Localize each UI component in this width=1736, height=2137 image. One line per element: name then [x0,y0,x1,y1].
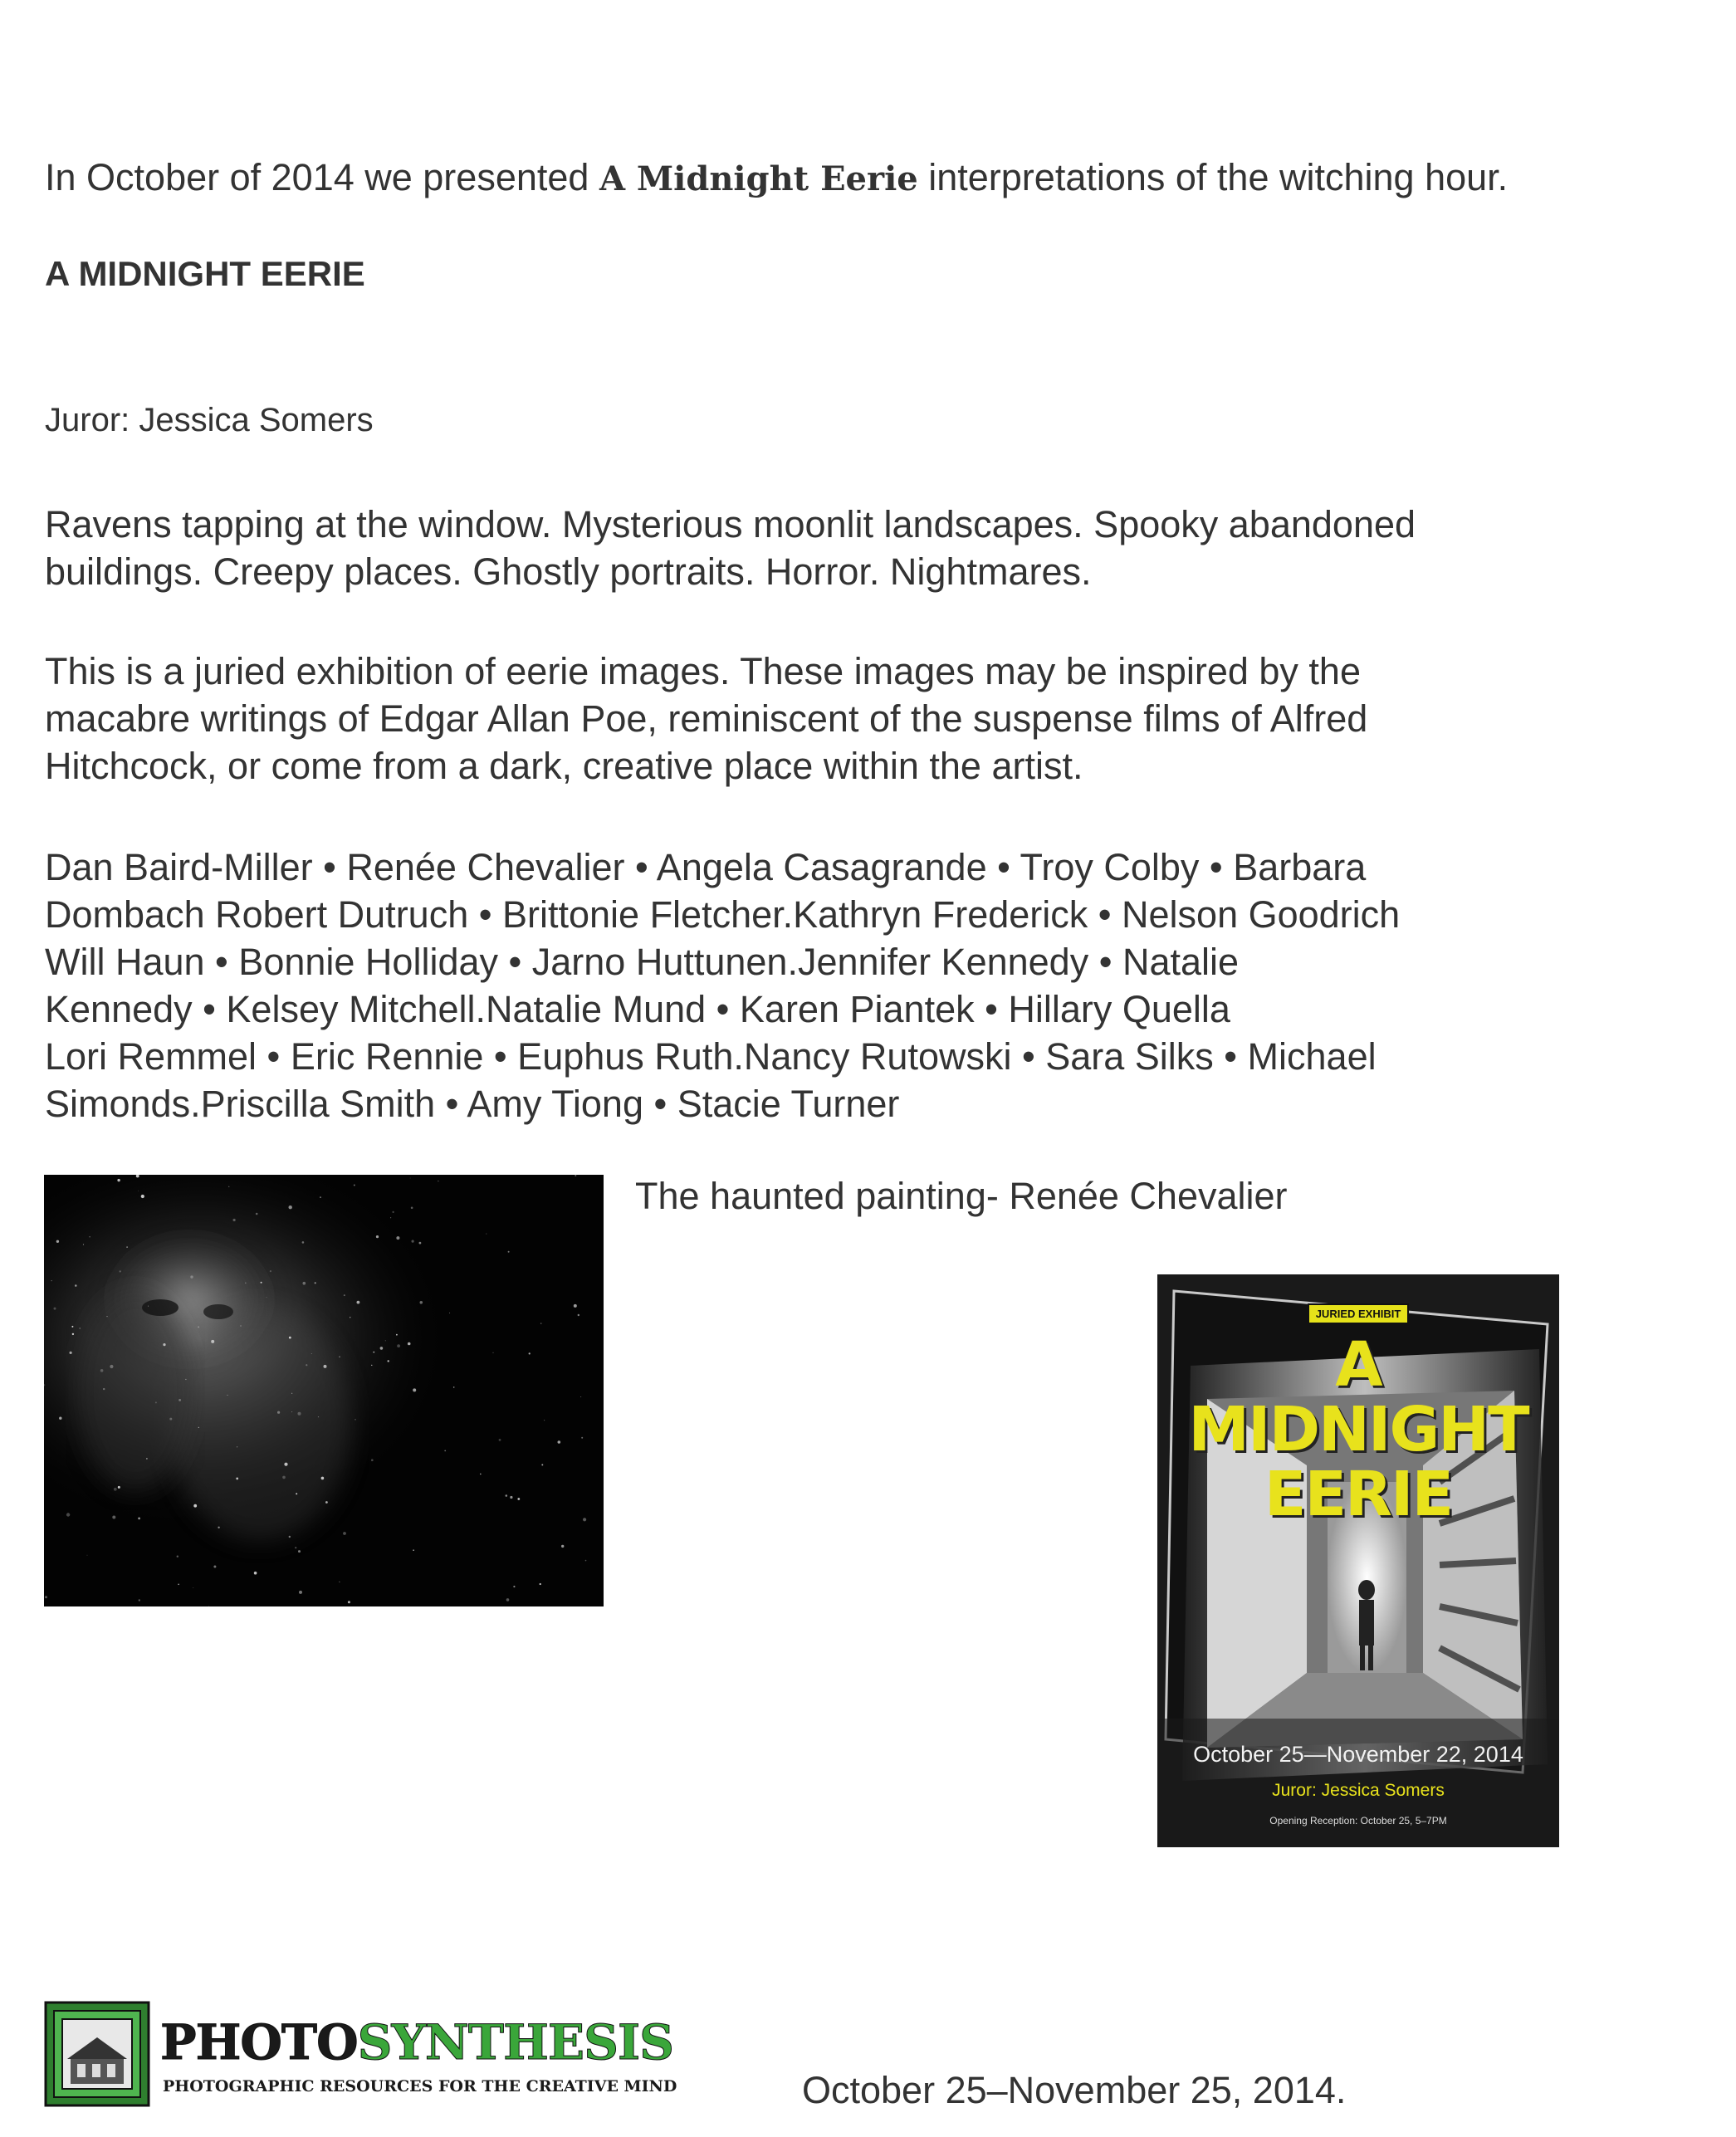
poster-juror: Juror: Jessica Somers [1272,1781,1445,1800]
painting-speck [126,1246,128,1248]
painting-speck [241,1326,242,1327]
painting-speck [83,1244,84,1245]
painting-speck [320,1196,321,1198]
painting-speck [410,1178,411,1179]
painting-speck [510,1496,512,1499]
painting-speck [325,1501,328,1504]
painting-speck [79,1328,81,1329]
painting-speck [282,1476,286,1479]
painting-speck [169,1418,172,1421]
painting-speck [419,1242,422,1245]
painting-speck [110,1365,113,1368]
exhibit-heading: A MIDNIGHT EERIE [45,254,365,293]
painting-speck [396,1236,399,1240]
painting-speck [198,1427,199,1428]
painting-speck [529,1352,531,1354]
painting-caption: The haunted painting- Renée Chevalier [635,1175,1288,1217]
painting-speck [254,1572,257,1575]
painting-speck [289,1337,291,1339]
artist-list-line: Lori Remmel • Eric Rennie • Euphus Ruth.Nancy Rutowski • Sara Silks • Michael [45,1035,1377,1078]
poster-title [1157,1329,1559,1530]
painting-speck [390,1217,391,1218]
painting-speck [138,1518,140,1520]
painting-speck [211,1340,214,1343]
painting-speck [59,1417,61,1420]
painting-speck [54,1308,56,1310]
painting-speck [139,1599,140,1601]
painting-speck [51,1280,52,1281]
poster-title-line-2: EERIE [1264,1459,1453,1530]
painting-speck [541,1464,543,1465]
painting-speck [371,1459,374,1461]
painting-speck [256,1213,258,1215]
painting-speck [261,1282,262,1284]
painting-speck [413,1388,416,1391]
description-2-line: Hitchcock, or come from a dark, creative place within the artist. [45,745,1083,787]
painting-speck [492,1352,493,1353]
painting-speck [114,1488,117,1491]
painting-speck [506,1598,510,1602]
painting-speck [190,1275,193,1278]
painting-speck [178,1584,179,1586]
painting-speck [348,1601,350,1603]
intro-exhibit-title: A Midnight Eerie [599,159,918,198]
painting-speck [321,1477,325,1480]
painting-speck [233,1219,236,1221]
painting-speck [177,1556,178,1558]
painting-speck [270,1270,271,1272]
painting-speck [544,1420,545,1421]
artist-list-line: Kennedy • Kelsey Mitchell.Natalie Mund • Karen Piantek • Hillary Quella [45,988,1230,1030]
painting-speck [540,1583,541,1585]
juror-line: Juror: Jessica Somers [45,402,374,438]
poster-title-line-1: A MIDNIGHT [1188,1329,1528,1465]
photosynthesis-logo [44,2001,677,2107]
description-1-line: buildings. Creepy places. Ghostly portraits. Horror. Nightmares. [45,550,1092,593]
painting-speck [583,1518,586,1521]
painting-speck [291,1411,292,1412]
painting-speck [227,1395,228,1396]
description-paragraph-1 [45,501,1697,595]
painting-speck [56,1240,59,1243]
painting-speck [499,1439,501,1441]
poster-opening-reception: Opening Reception: October 25, 5–7PM [1269,1815,1447,1826]
painting-speck [540,1323,542,1324]
painting-speck [396,1334,398,1336]
painting-speck [295,1547,296,1548]
painting-speck [213,1566,216,1568]
painting-speck [420,1301,423,1304]
painting-speck [185,1379,186,1380]
haunted-painting-image [44,1175,604,1606]
artist-list [45,844,1697,1127]
painting-speck [343,1532,346,1535]
painting-speck [296,1493,297,1494]
description-2-line: This is a juried exhibition of eerie images. These images may be inspired by the [45,650,1361,692]
artist-list-line: Dombach Robert Dutruch • Brittonie Fletcher.Kathryn Frederick • Nelson Goodrich [45,893,1401,936]
painting-speck [87,1555,88,1556]
logo-building-emblem-icon [44,2001,150,2107]
painting-speck [585,1560,587,1562]
painting-speck [228,1186,229,1187]
painting-speck [413,1549,414,1551]
exhibit-poster-image [1157,1274,1559,1847]
painting-speck [163,1343,165,1346]
painting-speck [277,1411,280,1414]
painting-speck [324,1365,327,1368]
painting-speck [155,1401,157,1403]
painting-speck [291,1393,292,1394]
logo-tagline: PHOTOGRAPHIC RESOURCES FOR THE CREATIVE MIND [163,2077,677,2095]
description-paragraph-2 [45,648,1697,790]
painting-speck [311,1353,312,1354]
painting-speck [574,1304,577,1308]
intro-text [45,156,1508,199]
painting-speck [344,1294,345,1296]
poster-dates: October 25—November 22, 2014 [1193,1742,1523,1767]
painting-speck [575,1175,576,1176]
painting-speck [412,1240,414,1243]
poster-badge: JURIED EXHIBIT [1157,1308,1559,1320]
artist-list-line: Dan Baird-Miller • Renée Chevalier • Angela Casagrande • Troy Colby • Barbara [45,846,1367,888]
painting-speck [72,1333,74,1335]
painting-speck [299,1591,302,1594]
artist-list-line: Will Haun • Bonnie Holliday • Jarno Huttunen.Jennifer Kennedy • Natalie [45,941,1240,983]
painting-speck [71,1326,73,1328]
painting-speck [118,1486,120,1489]
painting-speck [453,1386,455,1388]
painting-speck [385,1340,386,1341]
painting-speck [89,1236,90,1237]
painting-speck [480,1474,482,1475]
painting-speck [318,1416,319,1417]
painting-speck [70,1352,72,1354]
painting-speck [376,1235,379,1238]
painting-speck [444,1450,446,1452]
painting-speck [380,1347,384,1350]
painting-speck [146,1458,148,1460]
painting-speck [408,1342,411,1346]
painting-speck [198,1326,199,1328]
painting-speck [371,1365,372,1366]
painting-speck [373,1352,374,1353]
painting-speck [148,1306,149,1307]
painting-speck [66,1513,70,1516]
painting-speck [45,1596,47,1598]
painting-speck [302,1241,305,1244]
painting-speck [289,1536,291,1538]
painting-speck [289,1205,292,1209]
painting-speck [298,1412,301,1416]
intro-before: In October of 2014 we presented [45,156,599,198]
description-2-line: macabre writings of Edgar Allan Poe, reminiscent of the suspense films of Alfred [45,697,1368,740]
painting-speck [580,1396,581,1397]
logo-wordmark: PHOTOSYNTHESIS [160,2014,674,2071]
painting-speck [193,1504,197,1508]
painting-speck [117,1179,120,1181]
painting-speck [112,1516,115,1519]
painting-speck [75,1284,77,1287]
painting-speck [558,1440,561,1444]
painting-speck [236,1478,238,1480]
painting-speck [178,1399,181,1401]
painting-speck [106,1316,107,1317]
painting-speck [103,1388,105,1390]
painting-speck [315,1282,316,1284]
painting-speck [581,1437,583,1439]
painting-speck [306,1364,307,1366]
painting-speck [100,1369,104,1372]
painting-speck [486,1233,487,1234]
painting-speck [506,1494,508,1497]
painting-speck [284,1463,287,1466]
painting-speck [298,1550,301,1553]
painting-speck [561,1545,564,1548]
painting-speck [397,1344,400,1347]
painting-speck [141,1195,144,1198]
painting-speck [354,1185,355,1186]
painting-speck [357,1301,360,1304]
description-1-line: Ravens tapping at the window. Mysterious moonlit landscapes. Spooky abandoned [45,503,1416,545]
artist-list-line: Simonds.Priscilla Smith • Amy Tiong • Stacie Turner [45,1083,900,1125]
painting-speck [513,1586,515,1587]
intro-after: interpretations of the witching hour. [917,156,1509,198]
painting-speck [245,1283,247,1284]
painting-speck [508,1251,510,1253]
painting-speck [218,1527,219,1528]
painting-speck [411,1207,413,1210]
painting-speck [303,1282,306,1285]
painting-speck [517,1498,520,1500]
painting-speck [388,1360,389,1362]
painting-speck [393,1211,394,1213]
exhibit-dates: October 25–November 25, 2014. [802,2069,1347,2111]
painting-speck [120,1270,121,1272]
painting-speck [578,1314,579,1316]
